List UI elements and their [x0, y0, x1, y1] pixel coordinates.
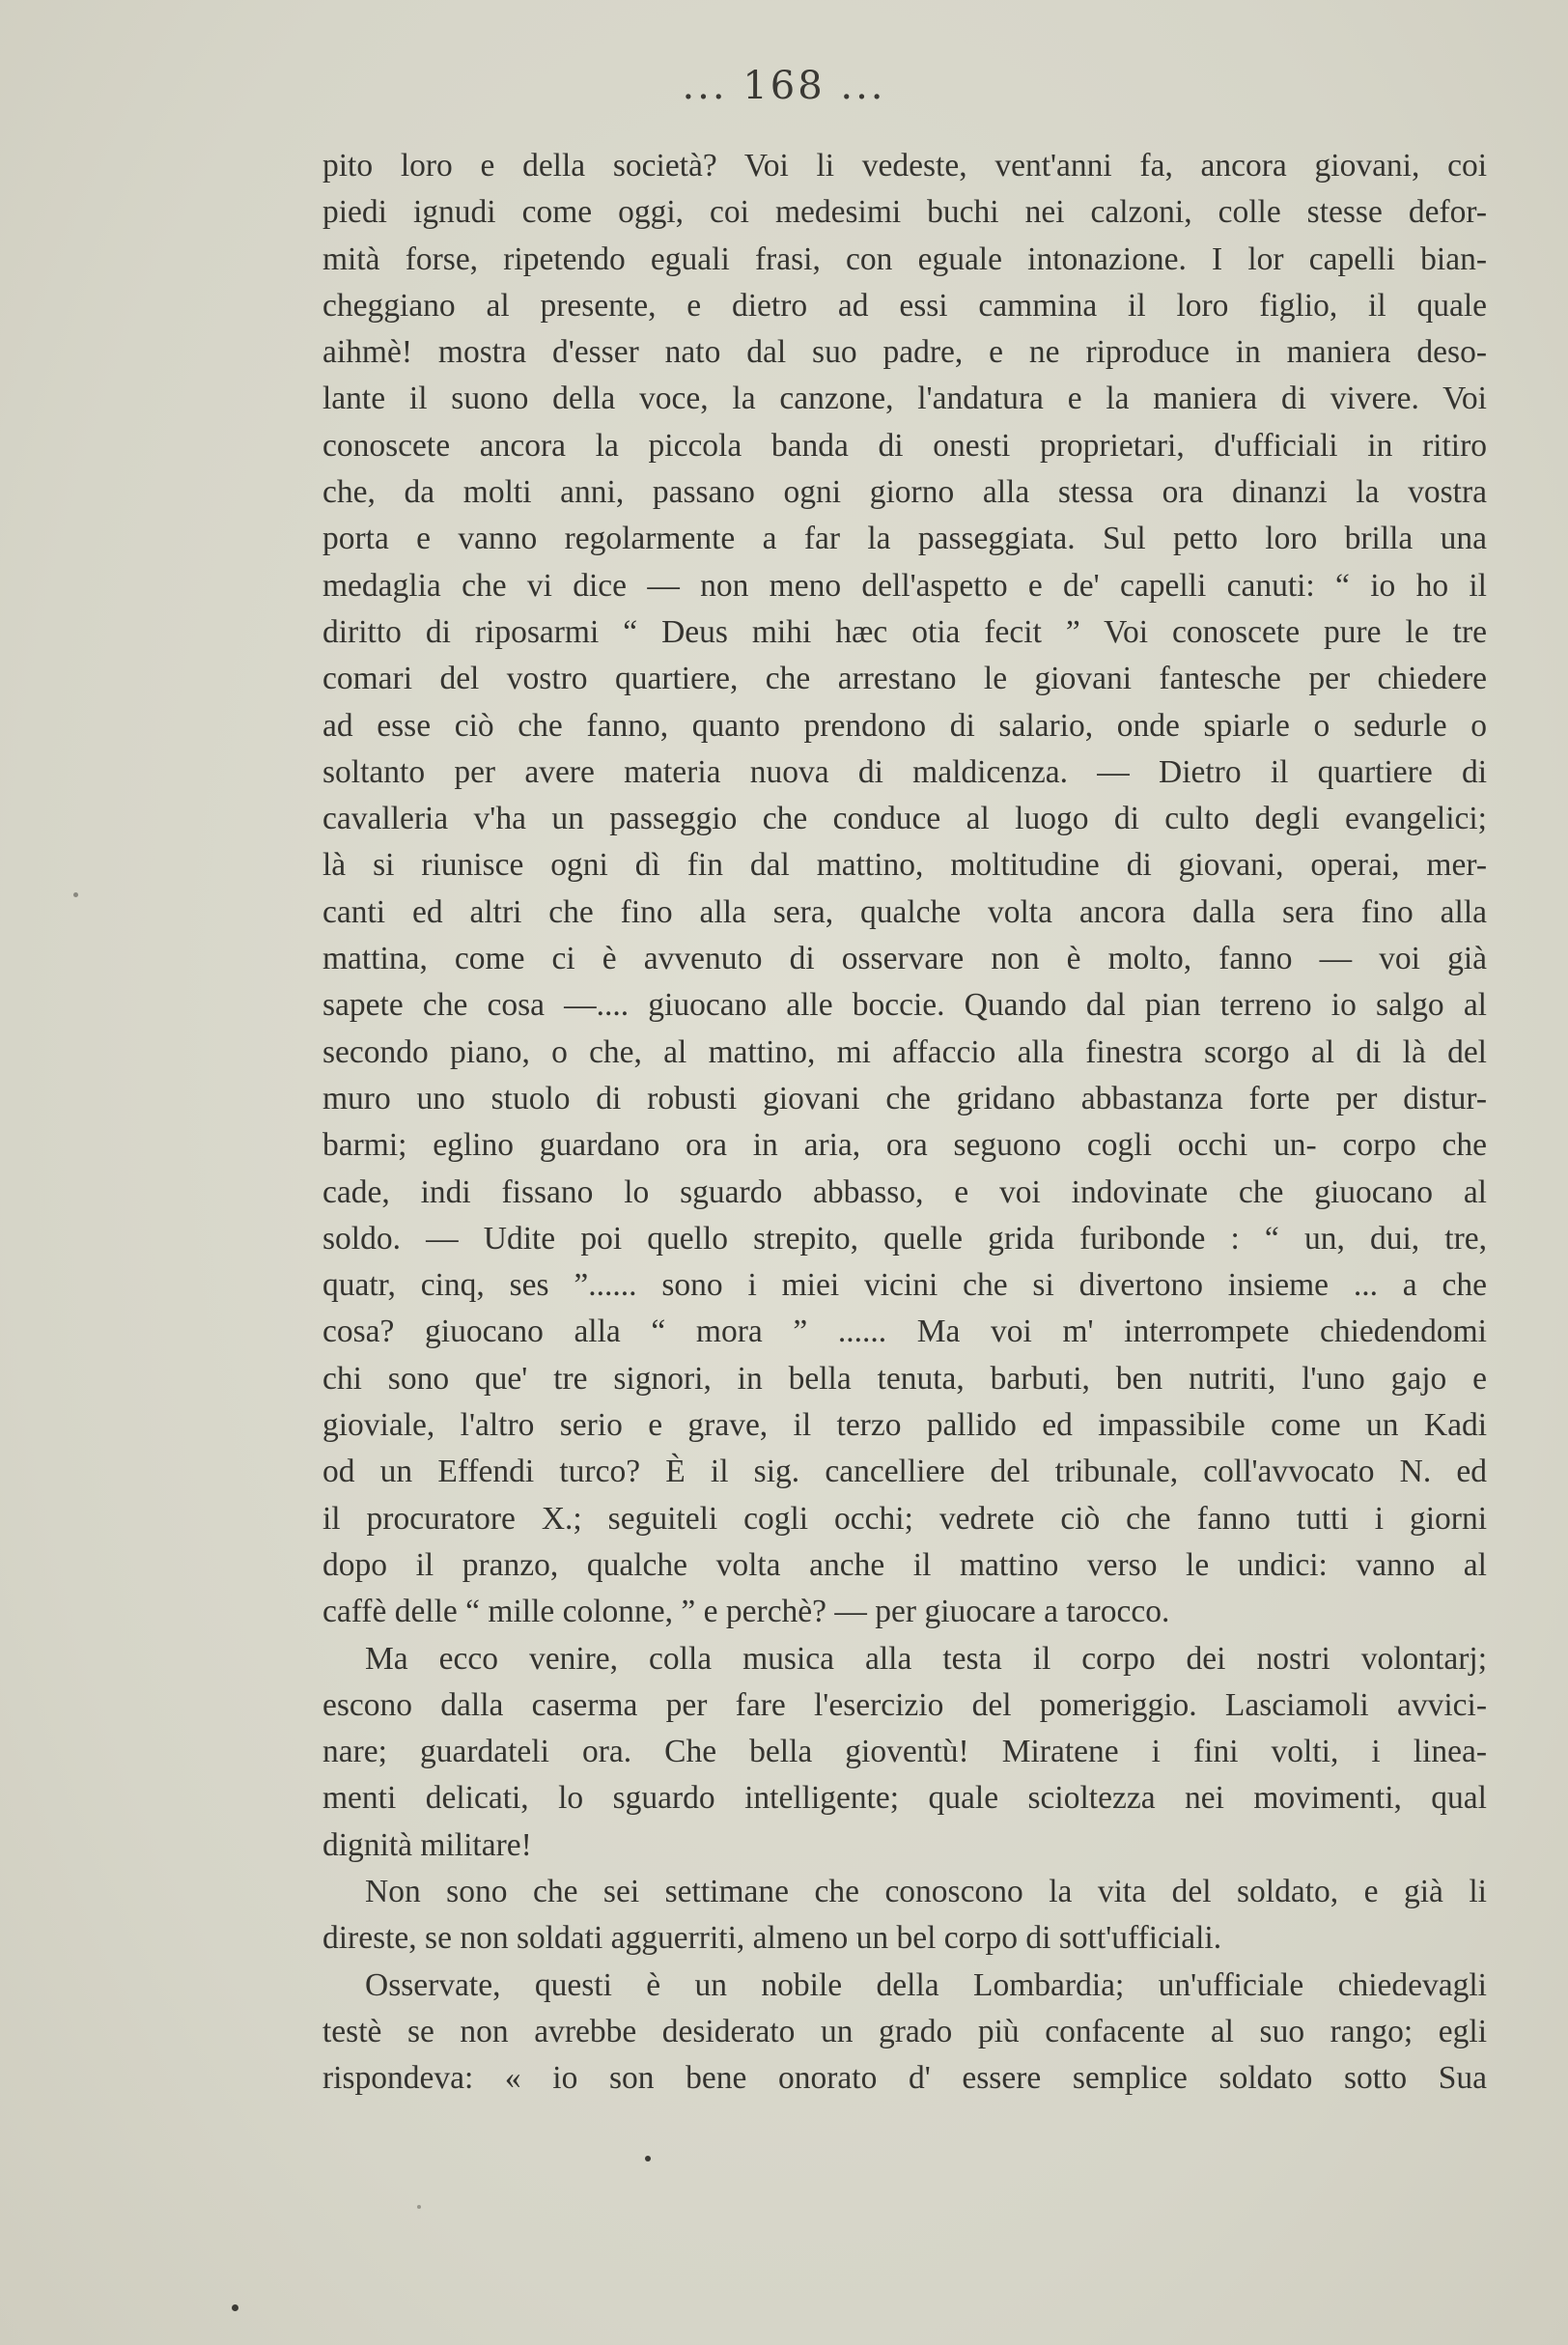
text-line: canti ed altri che fino alla sera, qualche volta ancora dalla sera fino alla — [322, 893, 1487, 930]
text-line: gioviale, l'altro serio e grave, il terzo pallido ed impassibile come un Kadi — [322, 1407, 1487, 1444]
text-line: sapete che cosa —.... giuocano alle boccie. Quando dal pian terreno io salgo al — [322, 987, 1487, 1024]
text-line: cavalleria v'ha un passeggio che conduce al luogo di culto degli evangelici; — [322, 801, 1487, 837]
text-line: testè se non avrebbe desiderato un grado più confacente al suo rango; egli — [322, 2013, 1487, 2049]
text-line: nare; guardateli ora. Che bella gioventù! Miratene i fini volti, i linea- — [322, 1734, 1487, 1770]
text-line: che, da molti anni, passano ogni giorno alla stessa ora dinanzi la vostra — [322, 474, 1487, 511]
text-line: il procuratore X.; seguiteli cogli occhi; vedrete ciò che fanno tutti i giorni — [322, 1500, 1487, 1537]
paper-speck — [645, 2156, 651, 2161]
text-line: diritto di riposarmi “ Deus mihi hæc otia fecit ” Voi conoscete pure le tre — [322, 613, 1487, 650]
text-line: ad esse ciò che fanno, quanto prendono di salario, onde spiarle o sedurle o — [322, 707, 1487, 744]
text-line: piedi ignudi come oggi, coi medesimi buchi nei calzoni, colle stesse defor- — [322, 194, 1487, 231]
text-line: direste, se non soldati agguerriti, almeno un bel corpo di sott'ufficiali. — [322, 1920, 1222, 1957]
text-line: mattina, come ci è avvenuto di osservare non è molto, fanno — voi già — [322, 941, 1487, 977]
text-line: caffè delle “ mille colonne, ” e perchè? — per giuocare a tarocco. — [322, 1594, 1170, 1630]
text-line: aihmè! mostra d'esser nato dal suo padre, e ne riproduce in maniera deso- — [322, 334, 1487, 371]
text-line: mità forse, ripetendo eguali frasi, con eguale intonazione. I lor capelli bian- — [322, 240, 1487, 277]
text-line: pito loro e della società? Voi li vedeste, vent'anni fa, ancora giovani, coi — [322, 148, 1487, 184]
body-text — [322, 143, 1487, 2102]
text-line: cheggiano al presente, e dietro ad essi cammina il loro figlio, il quale — [322, 287, 1487, 324]
text-line: quatr, cinq, ses ”...... sono i miei vicini che si divertono insieme ... a che — [322, 1267, 1487, 1304]
text-line: dopo il pranzo, qualche volta anche il mattino verso le undici: vanno al — [322, 1546, 1487, 1583]
text-line: soldo. — Udite poi quello strepito, quelle grida furibonde : “ un, dui, tre, — [322, 1220, 1487, 1257]
text-line: rispondeva: « io son bene onorato d' essere semplice soldato sotto Sua — [322, 2060, 1487, 2097]
text-line: dignità militare! — [322, 1826, 532, 1863]
paper-speck — [232, 2304, 238, 2311]
text-line: menti delicati, lo sguardo intelligente; quale scioltezza nei movimenti, qual — [322, 1780, 1487, 1817]
text-line: Ma ecco venire, colla musica alla testa il corpo dei nostri volontarj; — [365, 1640, 1487, 1677]
page-number: ... 168 ... — [682, 64, 886, 108]
text-line: Non sono che sei settimane che conoscono la vita del soldato, e già li — [365, 1873, 1487, 1909]
text-line: soltanto per avere materia nuova di maldicenza. — Dietro il quartiere di — [322, 753, 1487, 790]
text-line: Osservate, questi è un nobile della Lombardia; un'ufficiale chiedevagli — [365, 1966, 1487, 2003]
paper-speck — [417, 2205, 421, 2209]
text-line: chi sono que' tre signori, in bella tenuta, barbuti, ben nutriti, l'uno gajo e — [322, 1360, 1487, 1397]
text-line: cosa? giuocano alla “ mora ” ...... Ma voi m' interrompete chiedendomi — [322, 1314, 1487, 1350]
text-line: muro uno stuolo di robusti giovani che gridano abbastanza forte per distur- — [322, 1080, 1487, 1116]
text-line: là si riunisce ogni dì fin dal mattino, moltitudine di giovani, operai, mer- — [322, 847, 1487, 884]
text-line: od un Effendi turco? È il sig. cancelliere del tribunale, coll'avvocato N. ed — [322, 1454, 1487, 1490]
text-line: cade, indi fissano lo sguardo abbasso, e voi indovinate che giuocano al — [322, 1173, 1487, 1210]
text-line: porta e vanno regolarmente a far la passeggiata. Sul petto loro brilla una — [322, 521, 1487, 557]
text-line: lante il suono della voce, la canzone, l'andatura e la maniera di vivere. Voi — [322, 381, 1487, 417]
text-line: conoscete ancora la piccola banda di onesti proprietari, d'ufficiali in ritiro — [322, 427, 1487, 464]
text-line: comari del vostro quartiere, che arrestano le giovani fantesche per chiedere — [322, 661, 1487, 697]
text-line: escono dalla caserma per fare l'esercizio del pomeriggio. Lasciamoli avvici- — [322, 1686, 1487, 1723]
paper-speck — [73, 892, 78, 897]
text-line: medaglia che vi dice — non meno dell'aspetto e de' capelli canuti: “ io ho il — [322, 567, 1487, 604]
text-line: barmi; eglino guardano ora in aria, ora seguono cogli occhi un- corpo che — [322, 1127, 1487, 1164]
text-line: secondo piano, o che, al mattino, mi affaccio alla finestra scorgo al di là del — [322, 1033, 1487, 1070]
